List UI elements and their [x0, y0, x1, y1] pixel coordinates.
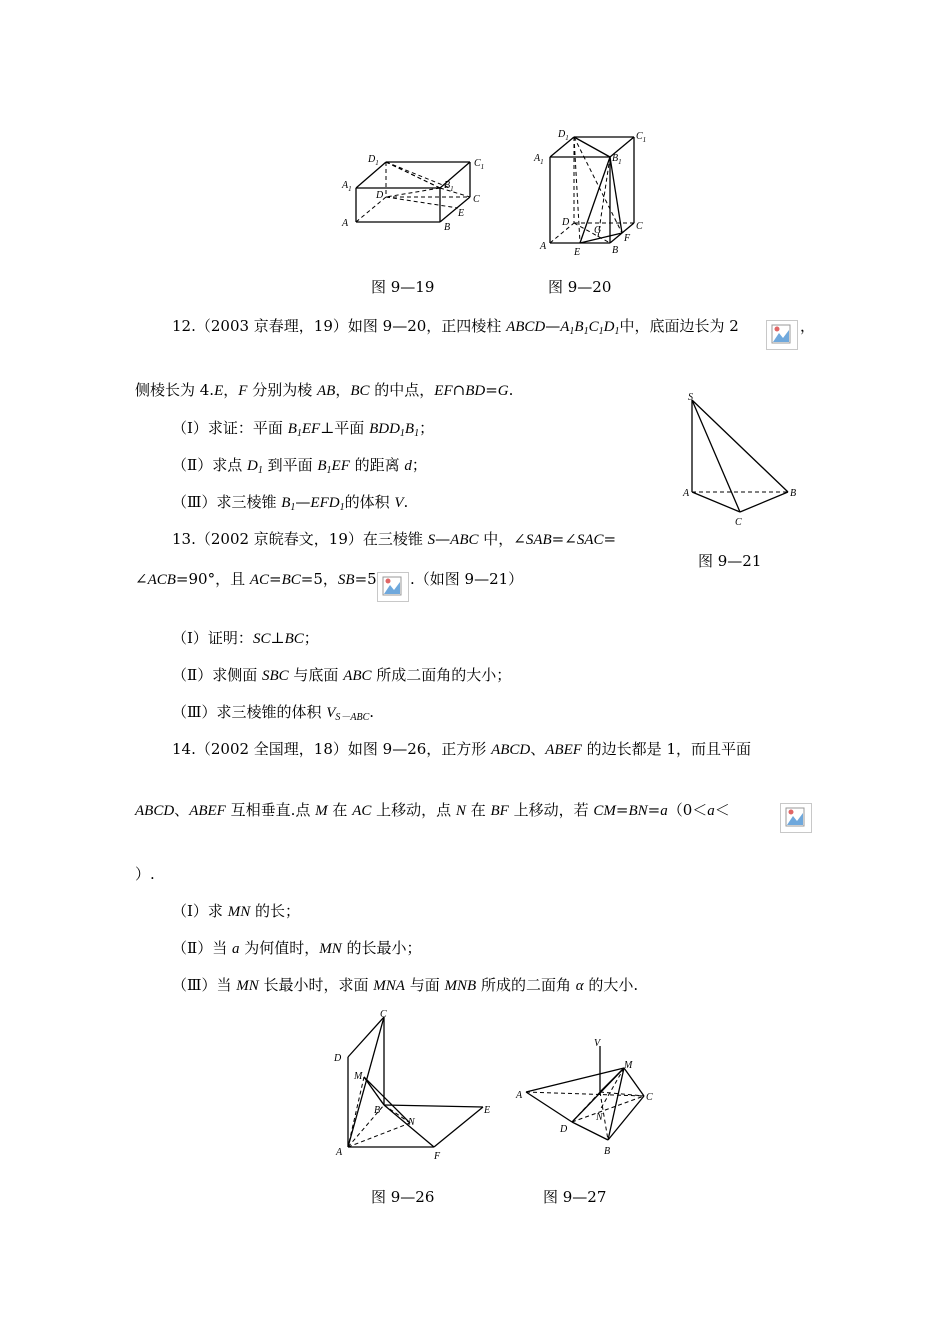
- label-B1: $B_1$: [612, 153, 622, 166]
- label-A: A: [683, 488, 690, 499]
- label-C1: $C_1$: [474, 158, 485, 171]
- q13-part1: （Ⅰ）证明：SC⊥BC；: [172, 629, 319, 647]
- label-C1: $C_1$: [636, 131, 647, 144]
- broken-image-icon: [766, 320, 798, 350]
- q14-line3: ）.: [135, 865, 155, 883]
- label-C: C: [735, 517, 742, 528]
- caption-fig-9-26: 图 9—26: [371, 1188, 435, 1206]
- q13-part3: （Ⅲ）求三棱锥的体积 $V_{S-ABC}$.: [172, 703, 375, 723]
- q12-comma: ，: [800, 317, 816, 335]
- q12-part2: （Ⅱ）求点 $D_1$ 到平面 $B_1EF$ 的距离 d；: [172, 456, 427, 476]
- q12-line2: 侧棱长为 4.E，F 分别为棱 AB，BC 的中点，EF∩BD=G.: [135, 381, 514, 399]
- label-G: G: [594, 225, 602, 236]
- q14-line1: 14.（2002 全国理，18）如图 9—26，正方形 ABCD、ABEF 的边长都是 1，而且平面: [172, 740, 751, 758]
- label-B1: $B_1$: [444, 180, 454, 193]
- q13-line2-end: .（如图 9—21）: [410, 570, 524, 588]
- label-D1: $D_1$: [368, 154, 379, 167]
- label-D: D: [562, 217, 570, 228]
- broken-image-icon: [377, 572, 409, 602]
- q14-part1: （Ⅰ）求 MN 的长；: [172, 902, 300, 920]
- q12-part1: （Ⅰ）求证：平面 $B_1EF\perp$平面 $BDD_1B_1$；: [172, 419, 435, 439]
- q14-part2: （Ⅱ）当 a 为何值时，MN 的长最小；: [172, 939, 422, 957]
- label-A1: $A_1$: [342, 180, 352, 193]
- figure-9-26: [328, 1005, 498, 1165]
- label-B: B: [444, 222, 451, 233]
- label-E: E: [484, 1105, 491, 1116]
- figure-9-20: [528, 125, 658, 260]
- caption-fig-9-21: 图 9—21: [698, 552, 762, 570]
- label-M: M: [624, 1060, 633, 1071]
- label-A: A: [336, 1147, 343, 1158]
- figure-9-27: [512, 1030, 662, 1160]
- label-N: N: [596, 1112, 603, 1123]
- label-D: D: [334, 1053, 342, 1064]
- label-B: B: [790, 488, 797, 499]
- label-A1: $A_1$: [534, 153, 544, 166]
- q12-line1: 12.（2003 京春理，19）如图 9—20，正四棱柱 $ABCD—A_1B_1C_1D_1$中，底面边长为 2: [172, 317, 739, 337]
- label-S: S: [688, 392, 693, 403]
- caption-fig-9-19: 图 9—19: [371, 278, 435, 296]
- label-E: E: [574, 247, 581, 258]
- label-B: B: [612, 245, 619, 256]
- q13-line2: ∠ACB=90°，且 AC=BC=5，SB=5: [135, 570, 377, 588]
- label-F: F: [434, 1151, 441, 1162]
- q14-line2: ABCD、ABEF 互相垂直.点 M 在 AC 上移动，点 N 在 BF 上移动，若 CM=BN=a（0＜a＜: [135, 801, 730, 819]
- label-D1: $D_1$: [558, 129, 569, 142]
- label-B: B: [374, 1105, 381, 1116]
- label-M: M: [354, 1071, 363, 1082]
- label-E: E: [458, 208, 465, 219]
- label-N: N: [408, 1117, 415, 1128]
- label-F: F: [624, 233, 631, 244]
- label-V: V: [594, 1038, 601, 1049]
- caption-fig-9-20: 图 9—20: [548, 278, 612, 296]
- broken-image-icon: [780, 803, 812, 833]
- q12-part3: （Ⅲ）求三棱锥 $B_1—EFD_1$的体积 V.: [172, 493, 409, 513]
- label-C: C: [380, 1009, 387, 1020]
- label-A: A: [516, 1090, 523, 1101]
- caption-fig-9-27: 图 9—27: [543, 1188, 607, 1206]
- label-A: A: [342, 218, 349, 229]
- label-B: B: [604, 1146, 611, 1157]
- label-D: D: [376, 190, 384, 201]
- label-D: D: [560, 1124, 568, 1135]
- q13-part2: （Ⅱ）求侧面 SBC 与底面 ABC 所成二面角的大小；: [172, 666, 512, 684]
- label-C: C: [646, 1092, 653, 1103]
- label-C: C: [636, 221, 643, 232]
- figure-9-21: [680, 388, 805, 533]
- label-C: C: [473, 194, 480, 205]
- q13-line1: 13.（2002 京皖春文，19）在三棱锥 S—ABC 中，∠SAB=∠SAC=: [172, 530, 617, 548]
- figure-9-19: [340, 150, 490, 235]
- label-A: A: [540, 241, 547, 252]
- q14-part3: （Ⅲ）当 MN 长最小时，求面 MNA 与面 MNB 所成的二面角 α 的大小.: [172, 976, 639, 994]
